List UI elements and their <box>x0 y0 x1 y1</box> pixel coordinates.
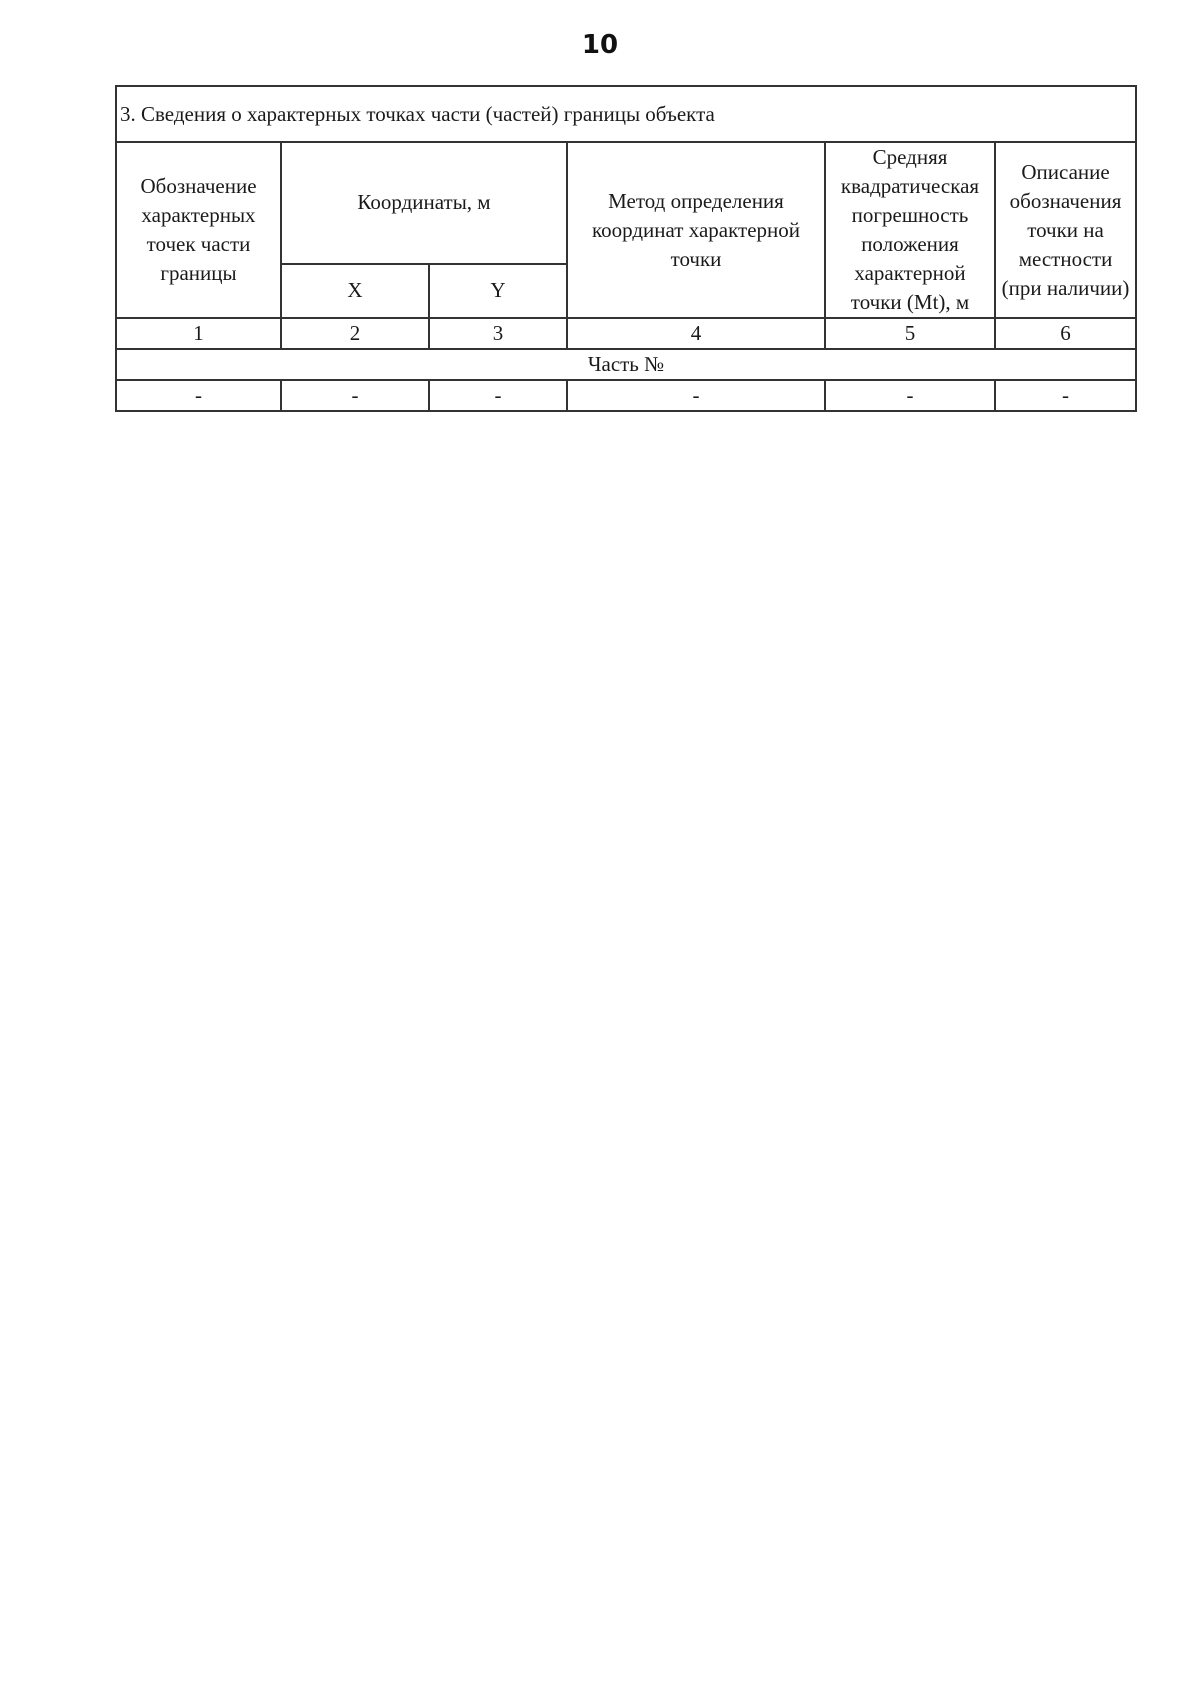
table-cell: - <box>995 380 1136 411</box>
column-number: 3 <box>429 318 567 349</box>
section-title: 3. Сведения о характерных точках части (частей) границы объекта <box>116 86 1136 142</box>
table-row <box>116 380 1136 411</box>
header-y: Y <box>429 264 567 318</box>
part-label: Часть № <box>116 349 1136 380</box>
header-method: Метод определения координат характерной точки <box>567 142 825 318</box>
table-cell: - <box>116 380 281 411</box>
table-cell: - <box>825 380 995 411</box>
column-number: 1 <box>116 318 281 349</box>
column-number-row <box>116 318 1136 349</box>
column-number: 4 <box>567 318 825 349</box>
section-title-row <box>116 86 1136 142</box>
table-cell: - <box>567 380 825 411</box>
header-mean-error: Средняя квадратическая погрешность положения характерной точки (Mt), м <box>825 142 995 318</box>
header-description: Описание обозначения точки на местности (при наличии) <box>995 142 1136 318</box>
header-x: X <box>281 264 429 318</box>
table-cell: - <box>281 380 429 411</box>
column-number: 2 <box>281 318 429 349</box>
header-point-designation: Обозначение характерных точек части границы <box>116 142 281 318</box>
column-number: 5 <box>825 318 995 349</box>
page-number: 10 <box>581 30 619 60</box>
column-number: 6 <box>995 318 1136 349</box>
header-row <box>116 142 1136 264</box>
header-coordinates: Координаты, м <box>281 142 567 264</box>
part-row <box>116 349 1136 380</box>
table-cell: - <box>429 380 567 411</box>
boundary-points-table <box>115 85 1137 412</box>
